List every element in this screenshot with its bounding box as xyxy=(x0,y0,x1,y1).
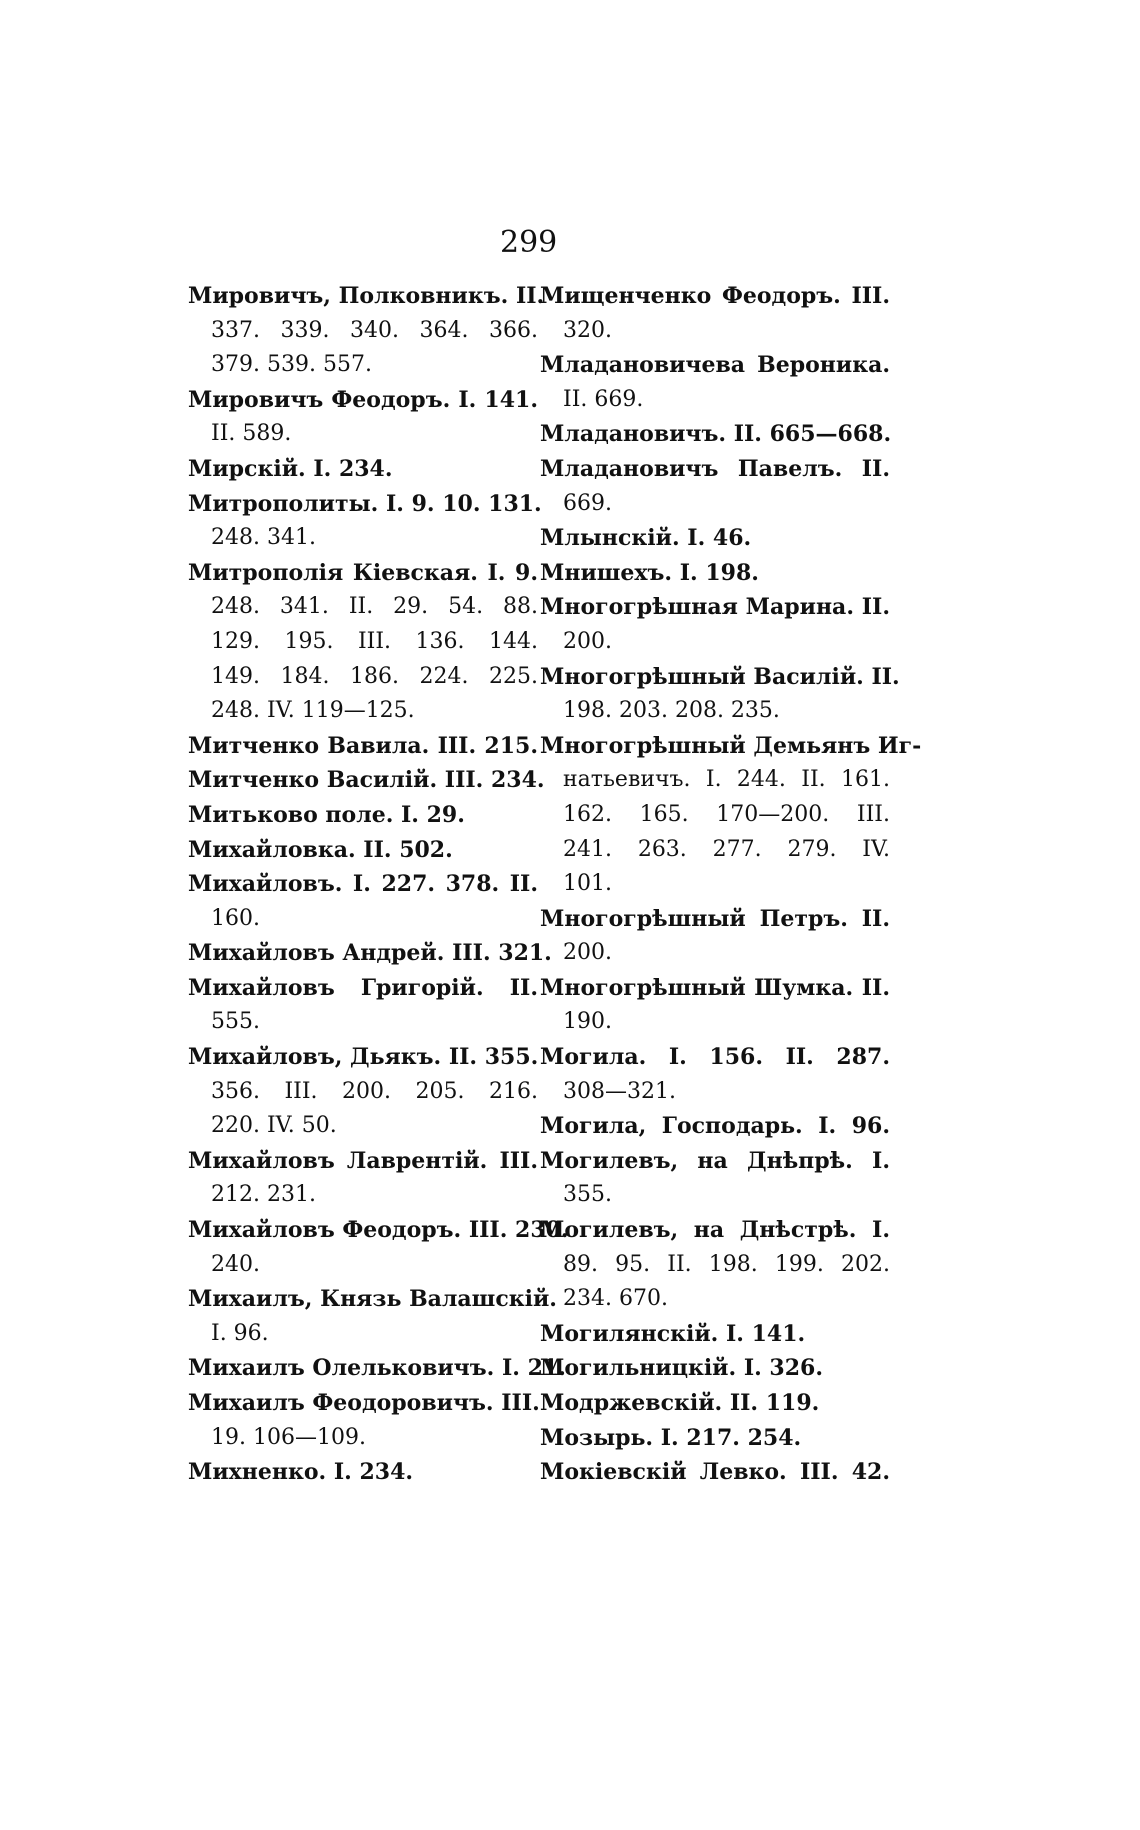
index-entry: Могилевъ, на Днѣпрѣ. I. xyxy=(540,1147,890,1174)
index-entry: Михаилъ, Князь Валашскій. xyxy=(188,1286,557,1313)
index-entry: Многогрѣшный Демьянъ Иг- xyxy=(540,732,922,759)
index-entry-continuation: 198. 203. 208. 235. xyxy=(563,698,780,724)
index-entry-continuation: 248. 341. II. 29. 54. 88. xyxy=(211,594,538,620)
index-entry: Мищенченко Феодоръ. III. xyxy=(540,283,890,309)
index-entry: Мнишехъ. I. 198. xyxy=(540,559,759,586)
index-entry: Митьково поле. I. 29. xyxy=(188,801,465,828)
index-entry: Митченко Вавила. III. 215. xyxy=(188,732,538,759)
index-entry: Митрополиты. I. 9. 10. 131. xyxy=(188,490,542,517)
index-entry-continuation: 129. 195. III. 136. 144. xyxy=(211,628,538,654)
page-number: 299 xyxy=(500,225,558,260)
index-entry: Могильницкій. I. 326. xyxy=(540,1355,824,1382)
index-entry: Могилянскій. I. 141. xyxy=(540,1320,806,1347)
index-entry-continuation: 212. 231. xyxy=(211,1182,316,1208)
index-entry-continuation: 669. xyxy=(563,490,612,516)
index-entry: Мировичъ Феодоръ. I. 141. xyxy=(188,386,538,413)
index-entry: Митченко Василій. III. 234. xyxy=(188,767,545,794)
index-column-right xyxy=(540,279,922,1490)
index-entry: Михайловъ Лаврентій. III. xyxy=(188,1147,538,1174)
index-entry-continuation: натьевичъ. I. 244. II. 161. xyxy=(563,767,890,793)
index-entry: Михайловъ Григорій. II. xyxy=(188,974,538,1001)
index-entry: Митрополія Кіевская. I. 9. xyxy=(188,559,538,586)
index-entry-continuation: 200. xyxy=(563,940,612,966)
index-entry-continuation: 248. 341. xyxy=(211,525,316,551)
index-entry: Мирскій. I. 234. xyxy=(188,455,393,482)
index-entry-continuation: 160. xyxy=(211,905,260,931)
index-entry: Мировичъ, Полковникъ. II. xyxy=(188,283,545,309)
index-entry-continuation: 19. 106—109. xyxy=(211,1424,366,1450)
index-entry: Михайловъ Феодоръ. III. 230. xyxy=(188,1217,569,1244)
index-entry-continuation: 89. 95. II. 198. 199. 202. xyxy=(563,1251,890,1277)
index-entry-continuation: 555. xyxy=(211,1009,260,1035)
index-entry: Могила. I. 156. II. 287. xyxy=(540,1044,890,1071)
index-entry-continuation: 356. III. 200. 205. 216. xyxy=(211,1078,538,1104)
index-entry: Млынскій. I. 46. xyxy=(540,525,752,552)
index-entry: Многогрѣшный Петръ. II. xyxy=(540,905,890,932)
index-entry-continuation: 200. xyxy=(563,628,612,654)
index-entry-continuation: 234. 670. xyxy=(563,1286,668,1312)
index-entry: Михайловъ. I. 227. 378. II. xyxy=(188,871,538,898)
index-entry: Младановичъ. II. 665—668. xyxy=(540,421,892,448)
index-entry-continuation: 337. 339. 340. 364. 366. xyxy=(211,317,538,343)
index-entry: Младановичева Вероника. xyxy=(540,352,890,379)
index-entry: Могилевъ, на Днѣстрѣ. I. xyxy=(540,1217,890,1244)
index-entry: Многогрѣшный Шумка. II. xyxy=(540,974,890,1001)
index-entry: Михаилъ Олельковичъ. I. 21. xyxy=(188,1355,566,1382)
index-entry-continuation: I. 96. xyxy=(211,1320,269,1346)
index-entry: Многогрѣшный Василій. II. xyxy=(540,663,900,690)
index-entry-continuation: 320. xyxy=(563,317,612,343)
index-entry-continuation: 248. IV. 119—125. xyxy=(211,698,415,724)
index-entry-continuation: 220. IV. 50. xyxy=(211,1113,337,1139)
index-entry: Мокіевскій Левко. III. 42. xyxy=(540,1459,890,1486)
index-entry: Мозырь. I. 217. 254. xyxy=(540,1424,802,1451)
index-entry-continuation: 355. xyxy=(563,1182,612,1208)
index-entry-continuation: 149. 184. 186. 224. 225. xyxy=(211,663,538,689)
index-entry-continuation: 379. 539. 557. xyxy=(211,352,372,378)
index-entry: Модржевскій. II. 119. xyxy=(540,1390,820,1416)
index-entry-continuation: II. 589. xyxy=(211,421,292,447)
index-entry: Михненко. I. 234. xyxy=(188,1459,414,1486)
index-entry: Младановичъ Павелъ. II. xyxy=(540,455,890,482)
index-entry: Михайловка. II. 502. xyxy=(188,836,453,863)
index-entry: Михаилъ Феодоровичъ. III. xyxy=(188,1390,540,1416)
index-entry: Многогрѣшная Марина. II. xyxy=(540,594,890,621)
index-entry: Михайловъ, Дьякъ. II. 355. xyxy=(188,1044,539,1071)
index-entry-continuation: 241. 263. 277. 279. IV. xyxy=(563,836,890,862)
index-entry-continuation: 101. xyxy=(563,871,612,897)
index-column-left xyxy=(188,279,569,1490)
index-entry-continuation: 240. xyxy=(211,1251,260,1277)
index-entry-continuation: 162. 165. 170—200. III. xyxy=(563,801,890,827)
index-entry-continuation: II. 669. xyxy=(563,386,644,412)
index-entry: Михайловъ Андрей. III. 321. xyxy=(188,940,552,967)
index-entry: Могила, Господарь. I. 96. xyxy=(540,1113,890,1140)
index-entry-continuation: 308—321. xyxy=(563,1078,676,1104)
index-entry-continuation: 190. xyxy=(563,1009,612,1035)
